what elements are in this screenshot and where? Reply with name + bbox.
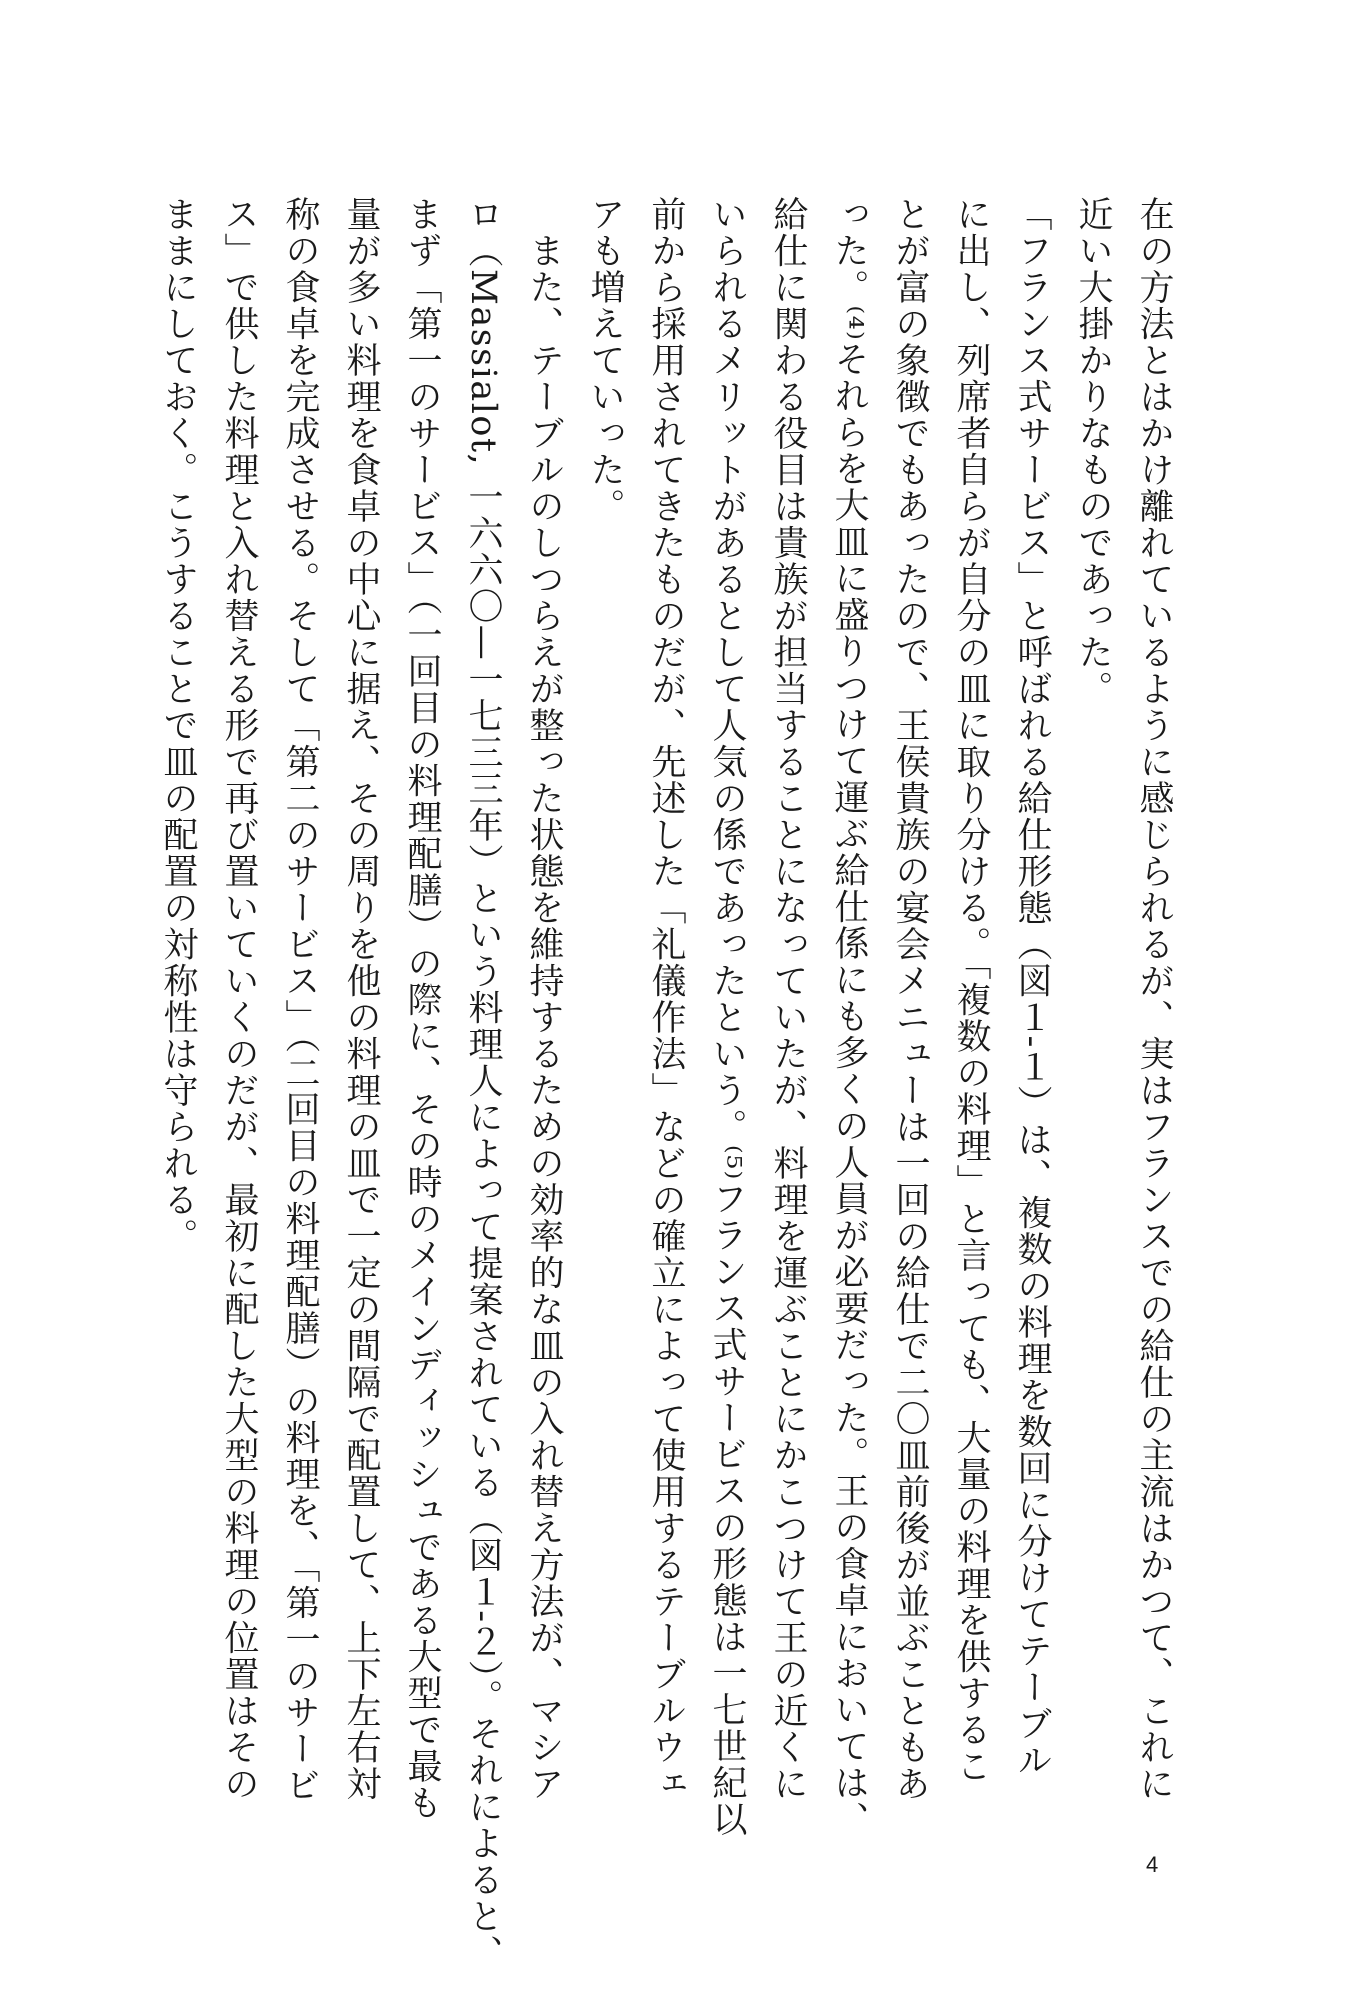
text-line: とが富の象徴でもあったので、王侯貴族の宴会メニューは一回の給仕で二〇皿前後が並ぶこともあ (890, 196, 930, 1802)
text-line: った。⁽⁴⁾それらを大皿に盛りつけて運ぶ給仕係にも多くの人員が必要だった。王の食卓においては、 (829, 196, 869, 1838)
text-line: 「フランス式サービス」と呼ばれる給仕形態（図１‐１）は、複数の料理を数回に分けてテーブル (1012, 196, 1052, 1779)
page-number: 4 (1146, 1852, 1159, 1877)
text-line: ロ（Massialot, 一六六〇—一七三三年）という料理人によって提案されている（図１‐２）。それによると、 (463, 196, 503, 1972)
text-line: いられるメリットがあるとして人気の係であったという。⁽⁵⁾フランス式サービスの形態は一七世紀以 (707, 196, 747, 1838)
text-line: ままにしておく。こうすることで皿の配置の対称性は守られる。 (158, 196, 198, 1255)
text-line: アも増えていった。 (585, 196, 625, 525)
text-line: 量が多い料理を食卓の中心に据え、その周りを他の料理の皿で一定の間隔で配置して、上下左右対 (341, 196, 381, 1802)
body-text (147, 196, 1184, 1972)
text-line: また、テーブルのしつらえが整った状態を維持するための効率的な皿の入れ替え方法が、マシア (524, 196, 564, 1802)
text-line: ス」で供した料理と入れ替える形で再び置いていくのだが、最初に配した大型の料理の位置はその (219, 196, 259, 1802)
text-line: 称の食卓を完成させる。そして「第二のサービス」（二回目の料理配膳）の料理を、「第一のサービ (280, 196, 320, 1804)
text-line: 近い大掛かりなものであった。 (1073, 196, 1113, 707)
text-line: 給仕に関わる役目は貴族が担当することになっていたが、料理を運ぶことにかこつけて王の近くに (768, 196, 808, 1802)
text-line: に出し、列席者自らが自分の皿に取り分ける。「複数の料理」と言っても、大量の料理を供するこ (951, 196, 991, 1785)
text-line: 在の方法とはかけ離れているように感じられるが、実はフランスでの給仕の主流はかつて、これに (1134, 196, 1174, 1802)
text-line: 前から採用されてきたものだが、先述した「礼儀作法」などの確立によって使用するテーブルウェ (646, 196, 686, 1802)
text-line: まず「第一のサービス」（一回目の料理配膳）の際に、その時のメインディッシュである大型で最も (402, 196, 442, 1821)
